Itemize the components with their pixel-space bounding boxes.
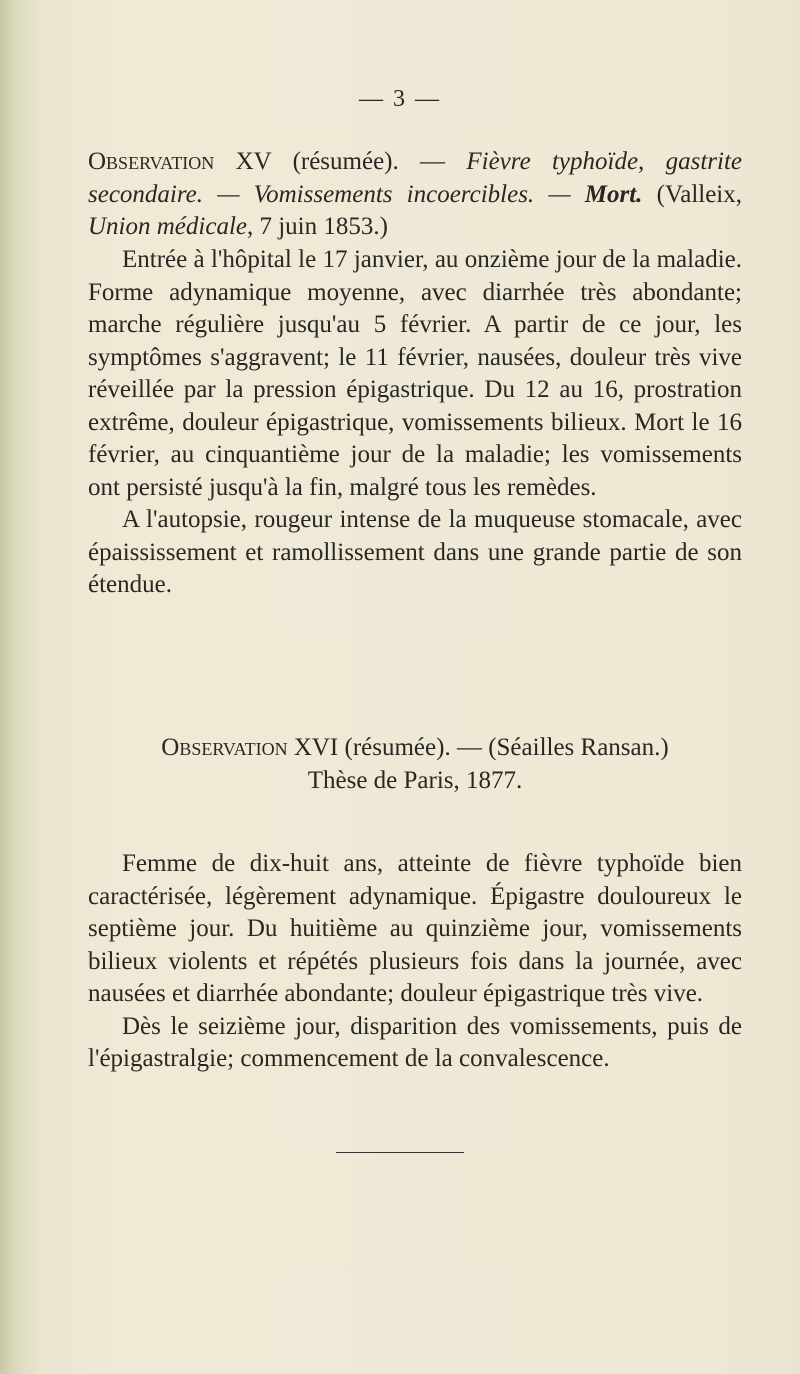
observation-15-title — [88, 146, 742, 244]
observation-15-body — [88, 244, 742, 602]
observation-15 — [88, 146, 742, 244]
observation-15-diagnosis: Fièvre typhoïde, gastrite secondaire. — Vomissements incoercibles. — — [88, 148, 742, 208]
observation-16-title — [88, 732, 742, 765]
closing-rule — [336, 1152, 464, 1153]
observation-15-label: Observation — [88, 148, 215, 175]
observation-15-heading: XV (résumée). — — [214, 148, 467, 175]
observation-16-body — [88, 848, 742, 1076]
observation-15-source-author: (Valleix, — [642, 180, 743, 208]
page-number: — 3 — — [359, 86, 441, 112]
observation-16-paragraph-1: Femme de dix-huit ans, atteinte de fièvre typhoïde bien caractérisée, légèrement adynamique. Épigastre douloureux le septième jour. Du huitième au quinzième jour, vomissements bilieux violents et répétés plusieurs fois dans la journée, avec nausées et diarrhée abondante; douleur épigastrique très vive. — [88, 850, 742, 1007]
observation-15-source-journal: Union médicale — [88, 213, 247, 240]
observation-16 — [88, 732, 742, 797]
observation-15-paragraph-2: A l'autopsie, rougeur intense de la muqueuse stomacale, avec épaississement et ramollissement dans une grande partie de son étendue. — [88, 506, 742, 598]
observation-15-paragraph-1: Entrée à l'hôpital le 17 janvier, au onzième jour de la maladie. Forme adynamique moyenne, avec diarrhée très abondante; marche régulière jusqu'au 5 février. A partir de ce jour, les symptômes s'aggravent; le 11 février, nausées, douleur très vive réveillée par la pression épigastrique. Du 12 au 16, prostration extrême, douleur épigastrique, vomissements bilieux. Mort le 16 février, au cinquantième jour de la maladie; les vomissements ont persisté jusqu'à la fin, malgré tous les remèdes. — [88, 246, 742, 501]
observation-16-label: Observation — [161, 734, 288, 761]
observation-15-source-date: , 7 juin 1853.) — [246, 213, 388, 240]
observation-16-paragraph-2: Dès le seizième jour, disparition des vomissements, puis de l'épigastralgie; commencement de la convalescence. — [88, 1012, 742, 1072]
observation-15-outcome: Mort. — [584, 180, 643, 208]
observation-16-subtitle: Thèse de Paris, 1877. — [307, 766, 523, 794]
observation-16-heading: XVI (résumée). — (Séailles Ransan.) — [287, 734, 669, 761]
